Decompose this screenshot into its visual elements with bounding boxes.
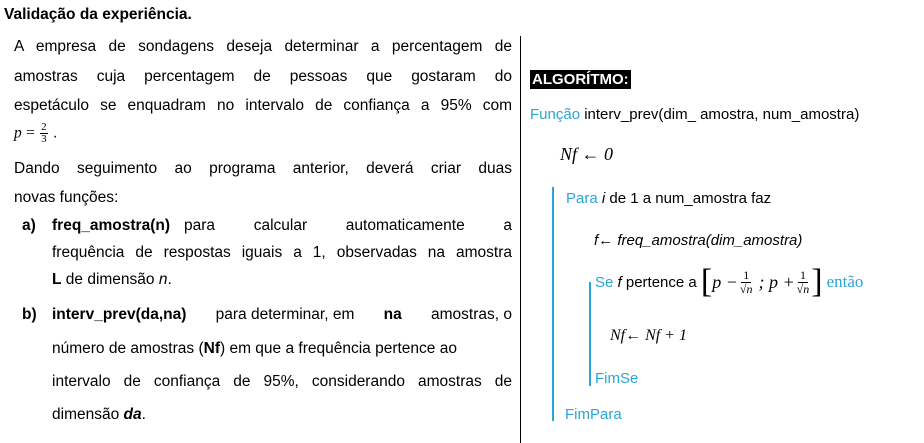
item-b-line-4 (52, 406, 512, 424)
interval-frac-right-num: 1 (799, 267, 806, 282)
interval-separator: ; p + (758, 271, 795, 292)
interval-frac-right (797, 269, 810, 296)
item-a-dimension-text: de dimensão (61, 271, 159, 288)
item-b-line-2-end: ) em que a frequência pertence ao (219, 340, 457, 357)
p-value-formula (14, 122, 57, 145)
p-fraction (40, 122, 48, 145)
interval-frac-left (740, 269, 753, 296)
item-b-line-4-start: dimensão (52, 406, 124, 423)
fimpara-keyword: FimPara (565, 406, 622, 423)
se-block-bar (589, 282, 591, 386)
intro-line-1: A empresa de sondagens deseja determinar a percentagem de (14, 38, 512, 55)
p-equals: = (26, 124, 35, 142)
se-line (595, 265, 863, 299)
interval-frac-left-num: 1 (743, 267, 750, 282)
item-a-line-2: frequência de respostas iguais a 1, observadas na amostra (52, 244, 512, 261)
item-b-function-name: interv_prev(da,na) (52, 306, 187, 323)
section-title: Validação da experiência. (4, 6, 192, 23)
se-variable: f (617, 273, 622, 291)
dimension-n: n (158, 271, 168, 288)
interval-frac-left-den: √n (739, 281, 753, 296)
item-a-function-name: freq_amostra(n) (52, 217, 170, 234)
left-bracket: [ (700, 263, 713, 300)
continue-line-2: novas funções: (14, 189, 119, 206)
para-keyword: Para (566, 190, 598, 207)
right-bracket: ] (811, 263, 823, 300)
se-keyword: Se (595, 273, 614, 291)
intro-line-3: espetáculo se enquadram no intervalo de confiança a 95% com (14, 97, 512, 114)
item-a-period: . (167, 271, 172, 288)
interval-left: p − (712, 271, 738, 292)
f-assignment-text: f← freq_amostra(dim_amostra) (594, 232, 803, 249)
column-divider (520, 36, 521, 443)
p-variable: p (14, 124, 22, 142)
function-keyword: Função (530, 106, 581, 123)
interval-frac-right-den: √n (796, 281, 810, 296)
item-b-line-1 (52, 306, 512, 324)
sample-L: L (52, 271, 62, 288)
item-b-nf: Nf (203, 340, 220, 357)
continue-line-1: Dando seguimento ao programa anterior, deverá criar duas (14, 160, 512, 177)
se-text: pertence a (621, 273, 701, 291)
item-a-line-1 (52, 217, 512, 235)
p-denominator: 3 (41, 133, 47, 145)
function-signature (530, 106, 859, 123)
p-numerator: 2 (41, 121, 47, 133)
algorithm-panel (530, 0, 924, 443)
entao-keyword: então (826, 272, 864, 291)
para-range: de 1 a num_amostra faz (605, 190, 772, 207)
p-period: . (52, 124, 58, 142)
item-b-line-3: intervalo de confiança de 95%, considerando amostras de (52, 373, 512, 390)
item-a-description-start: para calcular automaticamente a (184, 217, 512, 234)
intro-line-2: amostras cuja percentagem de pessoas que gostaram do (14, 68, 512, 85)
fimse-keyword: FimSe (595, 370, 639, 387)
item-a-line-3 (52, 271, 512, 289)
item-b-line-4-end: . (141, 406, 146, 423)
item-b-na: na (383, 306, 402, 323)
f-assignment (594, 232, 802, 249)
item-b-label: b) (22, 306, 37, 323)
item-b-line-2-start: número de amostras ( (52, 340, 204, 357)
para-line (566, 190, 771, 207)
nf-update: Nf← Nf + 1 (610, 327, 688, 344)
para-variable: i (601, 190, 606, 207)
item-b-line-2 (52, 340, 512, 358)
para-block-bar (552, 187, 554, 421)
item-a-label: a) (22, 217, 36, 234)
item-b-text-1: para determinar, em (215, 306, 355, 323)
item-b-da: da (123, 406, 142, 423)
function-signature-text: interv_prev(dim_ amostra, num_amostra) (580, 106, 860, 123)
item-b-text-2: amostras, o (431, 306, 512, 323)
nf-init: Nf ← 0 (560, 144, 614, 164)
algorithm-header: ALGORÍTMO: (532, 71, 629, 88)
